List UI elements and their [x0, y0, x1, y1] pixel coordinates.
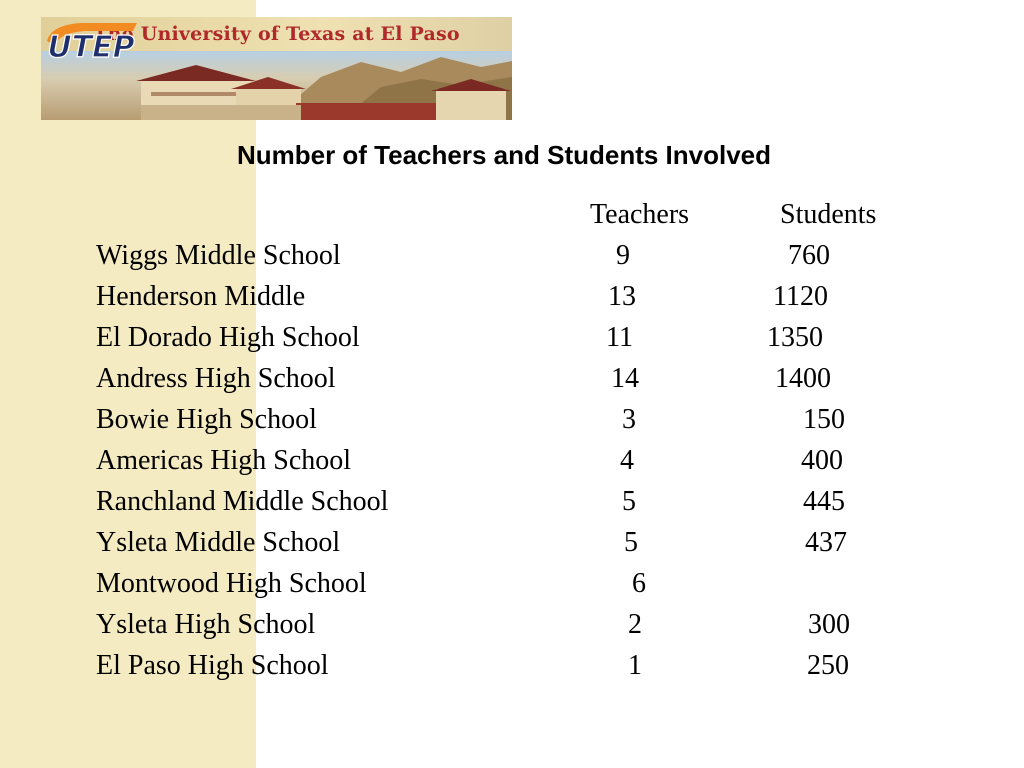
svg-text:UTEP: UTEP [47, 30, 135, 65]
school-name: Americas High School [96, 445, 352, 476]
table-row [0, 567, 1024, 608]
students-count: 250 [807, 650, 849, 681]
teachers-count: 14 [611, 363, 639, 394]
school-name: Ysleta High School [96, 609, 316, 640]
header-students: Students [780, 199, 877, 230]
school-name: Wiggs Middle School [96, 240, 341, 271]
school-name: El Dorado High School [96, 322, 360, 353]
teachers-count: 4 [620, 445, 634, 476]
university-name: The University of Texas at El Paso [41, 17, 512, 51]
utep-logo [41, 17, 141, 65]
students-count: 760 [788, 240, 830, 271]
teachers-count: 9 [616, 240, 630, 271]
teachers-count: 5 [622, 486, 636, 517]
university-banner [41, 17, 512, 120]
table-row [0, 485, 1024, 526]
table-row [0, 403, 1024, 444]
teachers-count: 5 [624, 527, 638, 558]
table-row [0, 239, 1024, 280]
school-name: Henderson Middle [96, 281, 306, 312]
table-row [0, 362, 1024, 403]
table-row [0, 321, 1024, 362]
students-count: 445 [803, 486, 845, 517]
table-row [0, 608, 1024, 649]
teachers-count: 1 [628, 650, 642, 681]
teachers-count: 6 [632, 568, 646, 599]
school-name: El Paso High School [96, 650, 329, 681]
school-name: Andress High School [96, 363, 336, 394]
students-count: 300 [808, 609, 850, 640]
table-row [0, 649, 1024, 690]
students-count: 437 [805, 527, 847, 558]
students-count: 150 [803, 404, 845, 435]
table-row [0, 280, 1024, 321]
teachers-count: 13 [608, 281, 636, 312]
students-count: 1350 [767, 322, 823, 353]
teachers-count: 2 [628, 609, 642, 640]
students-count: 1120 [773, 281, 828, 312]
students-count: 400 [801, 445, 843, 476]
teachers-count: 3 [622, 404, 636, 435]
teachers-count: 11 [606, 322, 633, 353]
school-name: Ranchland Middle School [96, 486, 389, 517]
table-row [0, 526, 1024, 567]
table-row [0, 444, 1024, 485]
students-count: 1400 [775, 363, 831, 394]
school-name: Bowie High School [96, 404, 317, 435]
slide-title: Number of Teachers and Students Involved [236, 140, 772, 170]
school-name: Montwood High School [96, 568, 367, 599]
school-name: Ysleta Middle School [96, 527, 341, 558]
header-teachers: Teachers [590, 199, 690, 230]
